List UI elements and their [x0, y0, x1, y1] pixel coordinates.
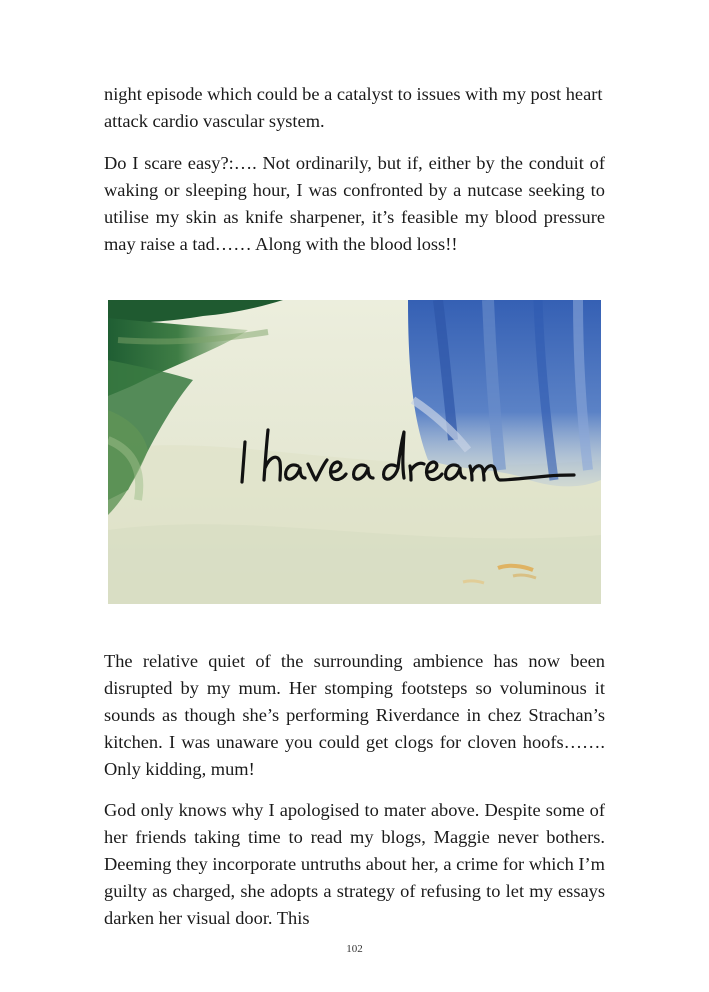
i-have-a-dream-painting — [108, 300, 601, 604]
paragraph-1: night episode which could be a catalyst to issues with my post heart attack cardio vascular system. — [104, 84, 603, 131]
paragraph-3: The relative quiet of the surrounding ambience has now been disrupted by my mum. Her stomping footsteps so voluminous it sounds as though she’s performing Riverdance in chez Strachan’s kitchen. I was unaware you could get clogs for cloven hoofs……. Only kidding, mum! — [104, 651, 605, 779]
paragraph-4: God only knows why I apologised to mater above. Despite some of her friends taking time to read my blogs, Maggie never bothers. Deeming they incorporate untruths about her, a crime for which I’m guilty as charged, she adopts a strategy of refusing to let my essays darken her visual door. This — [104, 800, 605, 928]
page-number: 102 — [346, 943, 363, 955]
paragraph-2: Do I scare easy?:…. Not ordinarily, but if, either by the conduit of waking or sleeping hour, I was confronted by a nutcase seeking to utilise my skin as knife sharpener, it’s feasible my blood pressure may raise a tad…… Along with the blood loss!! — [104, 153, 605, 254]
